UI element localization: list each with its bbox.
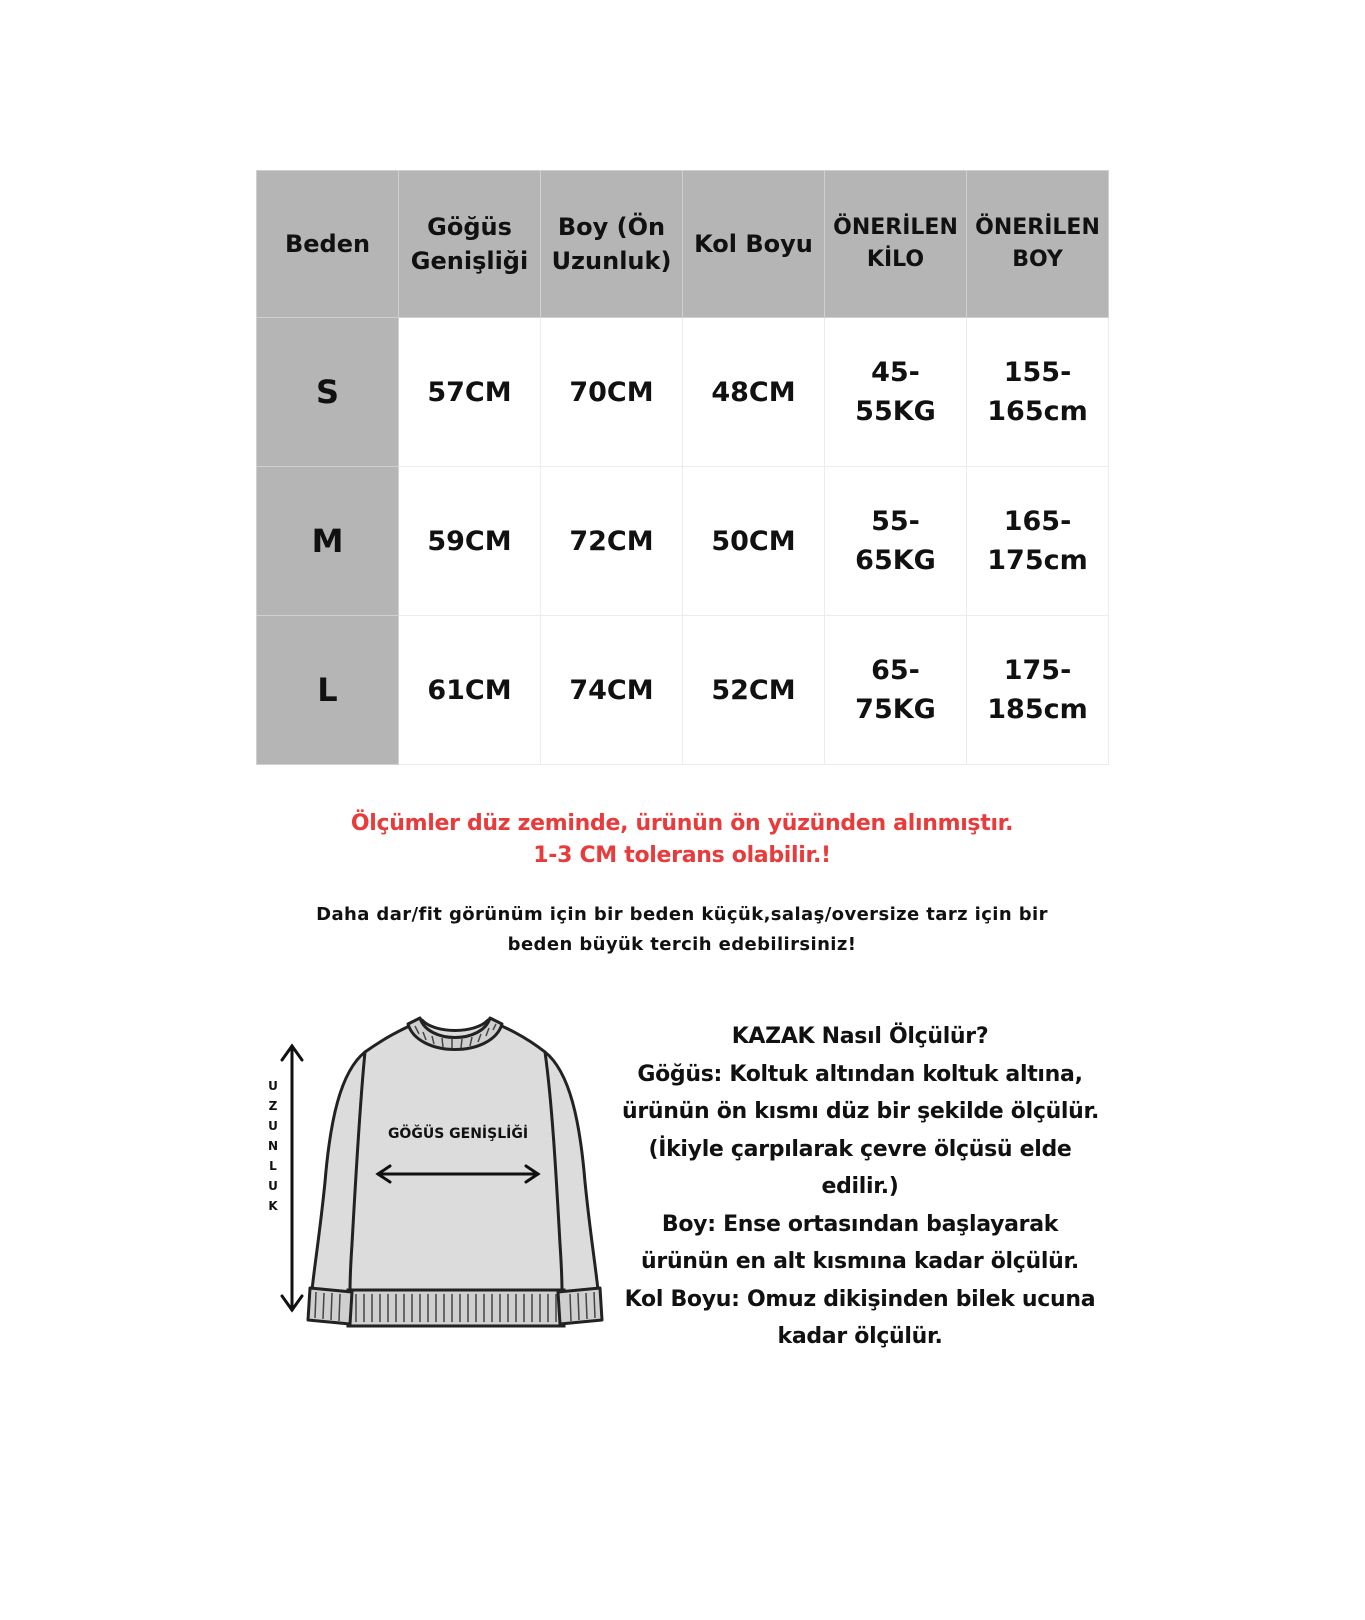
- header-boy-on-uzunluk: Boy (Ön Uzunluk): [541, 171, 683, 318]
- svg-text:K: K: [268, 1199, 278, 1213]
- svg-text:U: U: [268, 1179, 278, 1193]
- sweater-illustration: [267, 1012, 640, 1352]
- length-cell: 70CM: [541, 318, 683, 467]
- how-to-line: (İkiyle çarpılarak çevre ölçüsü elde: [648, 1136, 1072, 1162]
- table-row: [257, 616, 1109, 765]
- measurement-note: Ölçümler düz zeminde, ürünün ön yüzünden alınmıştır.: [350, 811, 1014, 836]
- recommended-weight-cell: 45- 55KG: [825, 318, 967, 467]
- sleeve-length-cell: 52CM: [683, 616, 825, 765]
- size-cell: L: [257, 616, 399, 765]
- how-to-line: kadar ölçülür.: [777, 1324, 943, 1349]
- length-cell: 72CM: [541, 467, 683, 616]
- how-to-line: ürünün ön kısmı düz bir şekilde ölçülür.: [622, 1099, 1100, 1124]
- tolerance-note: 1-3 CM tolerans olabilir.!: [533, 843, 831, 868]
- fit-advice-line-2: beden büyük tercih edebilirsiniz!: [507, 934, 857, 955]
- how-to-title: KAZAK Nasıl Ölçülür?: [731, 1024, 989, 1049]
- header-beden: Beden: [257, 171, 399, 318]
- chest-width-cell: 59CM: [399, 467, 541, 616]
- size-cell: S: [257, 318, 399, 467]
- how-to-line: Boy: Ense ortasından başlayarak: [661, 1211, 1059, 1237]
- svg-text:U: U: [268, 1119, 278, 1133]
- fit-advice-line-1: Daha dar/fit görünüm için bir beden küçük,salaş/oversize tarz için bir: [316, 904, 1048, 925]
- size-chart-table: [256, 170, 1109, 765]
- length-cell: 74CM: [541, 616, 683, 765]
- recommended-weight-cell: 55- 65KG: [825, 467, 967, 616]
- length-label: [268, 1079, 278, 1213]
- left-cuff: [308, 1288, 352, 1324]
- chest-width-cell: 57CM: [399, 318, 541, 467]
- sleeve-length-cell: 50CM: [683, 467, 825, 616]
- chest-width-cell: 61CM: [399, 616, 541, 765]
- recommended-height-cell: 175- 185cm: [967, 616, 1109, 765]
- recommended-height-cell: 165- 175cm: [967, 467, 1109, 616]
- sleeve-length-cell: 48CM: [683, 318, 825, 467]
- how-to-line: edilir.): [821, 1174, 899, 1199]
- table-row: [257, 318, 1109, 467]
- chest-width-label: GÖĞÜS GENİŞLİĞİ: [387, 1126, 529, 1142]
- svg-text:L: L: [269, 1159, 277, 1173]
- header-gogus-genisligi: Göğüs Genişliği: [399, 171, 541, 318]
- svg-text:N: N: [267, 1139, 279, 1153]
- svg-text:Z: Z: [268, 1099, 278, 1113]
- length-arrow: [282, 1046, 302, 1310]
- recommended-height-cell: 155- 165cm: [967, 318, 1109, 467]
- size-cell: M: [257, 467, 399, 616]
- header-onerilen-kilo: ÖNERİLEN KİLO: [825, 171, 967, 318]
- recommended-weight-cell: 65- 75KG: [825, 616, 967, 765]
- header-kol-boyu: Kol Boyu: [683, 171, 825, 318]
- right-cuff: [558, 1288, 602, 1324]
- how-to-line: Göğüs: Koltuk altından koltuk altına,: [637, 1061, 1083, 1087]
- header-onerilen-boy: ÖNERİLEN BOY: [967, 171, 1109, 318]
- table-row: [257, 467, 1109, 616]
- table-header-row: [257, 171, 1109, 318]
- how-to-line: Kol Boyu: Omuz dikişinden bilek ucuna: [624, 1286, 1096, 1312]
- how-to-measure-text: [622, 1018, 1098, 1356]
- svg-text:U: U: [268, 1079, 278, 1093]
- sweater-body: [350, 1020, 562, 1292]
- how-to-line: ürünün en alt kısmına kadar ölçülür.: [641, 1249, 1079, 1274]
